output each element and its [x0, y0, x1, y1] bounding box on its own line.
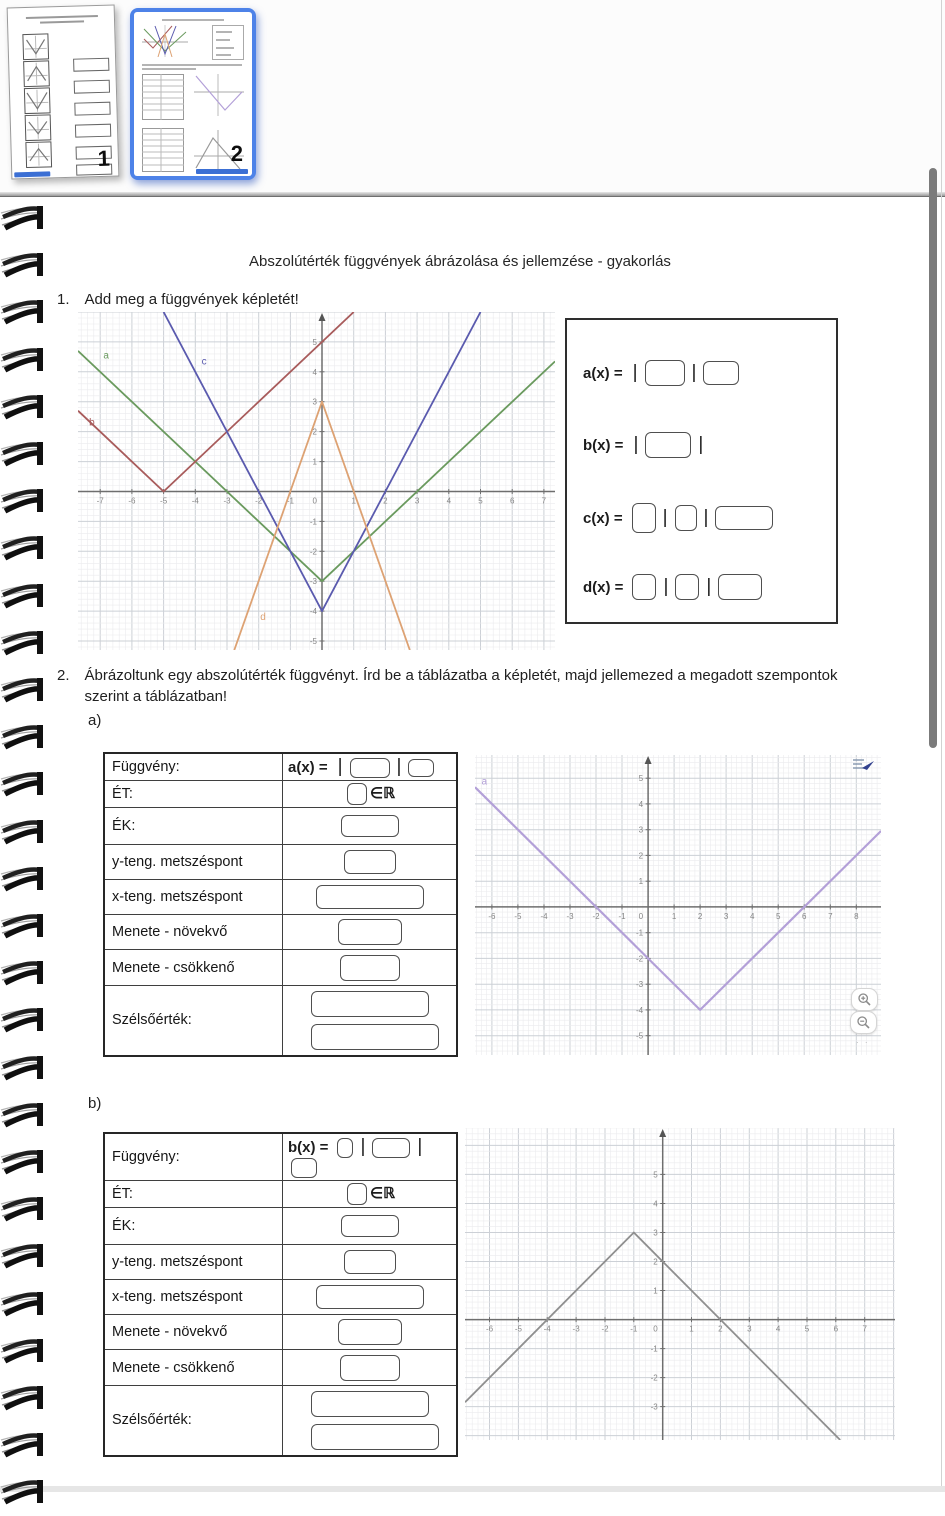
- answer-box[interactable]: [344, 850, 396, 874]
- row-answer-cell: [283, 781, 458, 808]
- svg-text:1: 1: [671, 911, 677, 921]
- svg-text:5: 5: [638, 774, 644, 784]
- thumb1-title-line: [26, 15, 98, 19]
- spiral-ring-icon: [0, 1053, 44, 1087]
- table-row: [104, 1245, 457, 1280]
- thumb1-mini-answerbox: [73, 58, 109, 72]
- formula-name: c(x) =: [583, 509, 623, 527]
- window-right-edge: [941, 0, 942, 1492]
- thumb2-text-line: [142, 64, 242, 66]
- thumb1-mini-answerbox: [74, 80, 110, 94]
- thumb2-title-line: [162, 19, 224, 21]
- row-label: Függvény:: [104, 753, 283, 781]
- svg-text:5: 5: [478, 496, 483, 506]
- table-row: [104, 845, 457, 880]
- svg-text:3: 3: [723, 911, 729, 921]
- spiral-ring-icon: [0, 203, 44, 237]
- answer-box[interactable]: [337, 1138, 353, 1158]
- svg-text:3: 3: [312, 397, 317, 407]
- thumb2-mini-table-b: [142, 128, 184, 172]
- spiral-ring-icon: [0, 392, 44, 426]
- spiral-ring-icon: [0, 1336, 44, 1370]
- row-label: ÉK:: [104, 1208, 283, 1245]
- svg-text:-5: -5: [635, 1031, 644, 1041]
- svg-text:2: 2: [638, 851, 644, 861]
- part-a-label: a): [88, 712, 102, 729]
- row-label: ÉT:: [104, 781, 283, 808]
- thumbnail-panel: [0, 0, 945, 193]
- spiral-ring-icon: [0, 297, 44, 331]
- svg-text:0: 0: [312, 496, 317, 506]
- page-thumbnail-1[interactable]: [7, 5, 120, 180]
- answer-box[interactable]: [338, 919, 402, 945]
- svg-text:a: a: [103, 350, 109, 362]
- spiral-ring-icon: [0, 345, 44, 379]
- absolute-value-bar: |: [633, 434, 639, 455]
- svg-text:1: 1: [689, 1324, 694, 1334]
- svg-text:5: 5: [804, 1324, 810, 1334]
- svg-text:8: 8: [854, 911, 859, 921]
- spiral-ring-icon: [0, 486, 44, 520]
- row-answer-cell: [283, 986, 458, 1056]
- row-answer-cell: [283, 1280, 458, 1315]
- svg-text:d: d: [260, 612, 266, 624]
- answer-box[interactable]: [632, 503, 656, 533]
- row-answer-cell: [283, 1133, 458, 1181]
- question-2-number: 2.: [57, 667, 70, 684]
- spiral-ring-icon: [0, 1194, 44, 1228]
- svg-text:7: 7: [828, 911, 833, 921]
- row-answer-cell: [283, 950, 458, 986]
- spiral-ring-icon: [0, 1241, 44, 1275]
- spiral-ring-icon: [0, 1100, 44, 1134]
- answer-box[interactable]: [341, 1215, 399, 1237]
- answer-box[interactable]: [350, 758, 390, 778]
- svg-text:3: 3: [638, 825, 644, 835]
- coordinate-grid: [465, 1128, 895, 1440]
- row-label: ÉK:: [104, 808, 283, 845]
- answer-box[interactable]: [715, 506, 773, 530]
- graphics-style-icon[interactable]: [852, 757, 876, 772]
- svg-text:7: 7: [862, 1324, 867, 1334]
- question-2: [57, 665, 852, 707]
- thumb1-mini-graph: [23, 60, 50, 87]
- svg-text:4: 4: [638, 799, 644, 809]
- answer-box[interactable]: [675, 505, 697, 531]
- collapsed-controls-dots: · ·: [856, 1038, 870, 1047]
- page-bottom-edge: [0, 1486, 945, 1492]
- svg-text:-3: -3: [309, 577, 317, 587]
- answer-box[interactable]: [645, 360, 685, 386]
- thumb1-mini-graph: [25, 141, 52, 168]
- svg-text:-7: -7: [96, 496, 104, 506]
- spiral-ring-icon: [0, 769, 44, 803]
- thumb1-mini-answerbox: [74, 102, 110, 116]
- row-label: x-teng. metszéspont: [104, 880, 283, 915]
- absolute-value-bar: |: [632, 362, 638, 383]
- formula-name: b(x) =: [583, 436, 624, 454]
- absolute-value-bar: |: [337, 756, 343, 777]
- formula-name: b(x) =: [288, 1139, 329, 1156]
- svg-text:-6: -6: [128, 496, 136, 506]
- question-1: [57, 289, 299, 310]
- answer-box[interactable]: [291, 1158, 317, 1178]
- panel-divider: [0, 192, 945, 197]
- absolute-value-bar: |: [691, 362, 697, 383]
- svg-text:-4: -4: [635, 1005, 644, 1015]
- spiral-ring-icon: [0, 1289, 44, 1323]
- spiral-ring-icon: [0, 1383, 44, 1417]
- coordinate-grid: [475, 755, 881, 1055]
- row-answer-cell: [283, 1245, 458, 1280]
- answer-box[interactable]: [311, 1024, 439, 1050]
- svg-text:-6: -6: [485, 1324, 494, 1334]
- thumb1-title-line: [40, 20, 84, 23]
- formula-name: a(x) =: [583, 364, 623, 382]
- figure-2a-function-graph: [475, 755, 881, 1055]
- answer-box[interactable]: [316, 885, 424, 909]
- formula-name: a(x) =: [288, 759, 328, 776]
- thumb1-mini-answerbox: [75, 124, 111, 138]
- formula-a: [583, 360, 742, 386]
- svg-text:-3: -3: [223, 496, 231, 506]
- row-answer-cell: [283, 845, 458, 880]
- absolute-value-bar: |: [360, 1136, 366, 1157]
- svg-text:4: 4: [653, 1199, 658, 1209]
- svg-text:-5: -5: [309, 637, 317, 646]
- question-1-number: 1.: [57, 291, 70, 308]
- svg-text:1: 1: [638, 877, 644, 887]
- spiral-binding: [0, 203, 46, 1492]
- table-row: [104, 915, 457, 950]
- svg-text:a: a: [481, 776, 488, 788]
- svg-text:6: 6: [833, 1324, 839, 1334]
- thumb2-mini-formula-panel: [212, 25, 244, 60]
- svg-text:-2: -2: [635, 954, 644, 964]
- svg-text:-4: -4: [540, 911, 548, 921]
- answer-box[interactable]: [341, 815, 399, 837]
- svg-text:4: 4: [446, 496, 452, 506]
- row-answer-cell: [283, 1181, 458, 1208]
- svg-text:5: 5: [653, 1170, 658, 1180]
- answer-box[interactable]: [718, 574, 762, 600]
- thumb2-mini-table-a: [142, 74, 184, 120]
- svg-text:6: 6: [801, 911, 807, 921]
- row-label: Függvény:: [104, 1133, 283, 1181]
- answer-box[interactable]: [311, 991, 429, 1017]
- svg-text:-1: -1: [618, 911, 626, 921]
- table-row: [104, 808, 457, 845]
- question-2-prompt: Ábrázoltunk egy abszolútérték függvényt. Írd be a táblázatba a képletét, majd jellemezed a megadott szempontok szerint a táblázatban!: [84, 667, 838, 705]
- spiral-ring-icon: [0, 628, 44, 662]
- answer-box[interactable]: [675, 574, 699, 600]
- svg-text:6: 6: [509, 496, 515, 506]
- svg-text:-2: -2: [650, 1373, 658, 1383]
- answer-box[interactable]: [338, 1319, 402, 1345]
- spiral-ring-icon: [0, 675, 44, 709]
- table-row: [104, 1133, 457, 1181]
- svg-text:-5: -5: [160, 496, 168, 506]
- svg-text:1: 1: [653, 1286, 658, 1296]
- row-label: Menete - csökkenő: [104, 950, 283, 986]
- svg-text:-3: -3: [650, 1402, 658, 1412]
- part-b-label: b): [88, 1095, 102, 1112]
- row-label: y-teng. metszéspont: [104, 845, 283, 880]
- table-a: [103, 752, 458, 1057]
- answer-box[interactable]: [408, 759, 434, 777]
- spiral-ring-icon: [0, 1477, 44, 1511]
- table-row: [104, 986, 457, 1056]
- svg-text:-3: -3: [635, 980, 644, 990]
- row-label: x-teng. metszéspont: [104, 1280, 283, 1315]
- formula-name: d(x) =: [583, 578, 624, 596]
- row-label: ÉT:: [104, 1181, 283, 1208]
- absolute-value-bar: |: [396, 756, 402, 777]
- svg-text:-5: -5: [514, 911, 522, 921]
- spiral-ring-icon: [0, 864, 44, 898]
- svg-text:-2: -2: [255, 496, 263, 506]
- svg-text:1: 1: [351, 496, 356, 506]
- question-1-prompt: Add meg a függvények képletét!: [84, 291, 299, 308]
- thumb1-mini-graph: [24, 87, 51, 114]
- svg-text:-4: -4: [543, 1324, 551, 1334]
- svg-text:4: 4: [775, 1324, 781, 1334]
- absolute-value-bar: |: [698, 434, 704, 455]
- page-thumbnail-2-selected[interactable]: [130, 8, 256, 180]
- thumb2-text-line: [142, 68, 196, 70]
- svg-text:3: 3: [747, 1324, 752, 1334]
- spiral-ring-icon: [0, 533, 44, 567]
- thumb2-mini-figure-1: [142, 25, 188, 57]
- answer-box[interactable]: [340, 955, 400, 981]
- spiral-ring-icon: [0, 958, 44, 992]
- figure-1-function-graph: [78, 312, 555, 650]
- answer-box[interactable]: [311, 1391, 429, 1417]
- svg-text:-1: -1: [650, 1344, 658, 1354]
- svg-text:5: 5: [775, 911, 781, 921]
- absolute-value-bar: |: [417, 1136, 423, 1157]
- svg-text:7: 7: [541, 496, 547, 506]
- svg-text:-6: -6: [488, 911, 496, 921]
- svg-text:-1: -1: [630, 1324, 638, 1334]
- row-label: Szélsőérték:: [104, 986, 283, 1056]
- row-answer-cell: [283, 1386, 458, 1456]
- row-answer-cell: [283, 753, 458, 781]
- answer-box[interactable]: [316, 1285, 424, 1309]
- svg-text:c: c: [201, 356, 207, 368]
- row-answer-cell: [283, 808, 458, 845]
- svg-text:0: 0: [638, 911, 644, 921]
- thumb1-page-number: 1: [97, 145, 111, 172]
- row-answer-cell: [283, 1315, 458, 1350]
- row-label: y-teng. metszéspont: [104, 1245, 283, 1280]
- thumb2-watermark: [196, 169, 248, 174]
- svg-text:-4: -4: [191, 496, 199, 506]
- spiral-ring-icon: [0, 1005, 44, 1039]
- spiral-ring-icon: [0, 1430, 44, 1464]
- row-label: Menete - csökkenő: [104, 1350, 283, 1386]
- answer-box[interactable]: [347, 783, 367, 805]
- spiral-ring-icon: [0, 817, 44, 851]
- thumb2-page-number: 2: [230, 141, 243, 166]
- zoom-in-button[interactable]: [851, 988, 878, 1011]
- question-1-formula-panel: [565, 318, 838, 624]
- formula-d: [583, 574, 765, 600]
- thumb1-watermark: [14, 171, 50, 177]
- spiral-ring-icon: [0, 581, 44, 615]
- table-row: [104, 880, 457, 915]
- answer-box[interactable]: [703, 361, 739, 385]
- svg-text:2: 2: [718, 1324, 723, 1334]
- answer-box[interactable]: [372, 1138, 410, 1158]
- table-row: [104, 753, 457, 781]
- svg-text:-4: -4: [309, 607, 317, 617]
- formula-b: [583, 432, 707, 458]
- row-label: Szélsőérték:: [104, 1386, 283, 1456]
- absolute-value-bar: |: [662, 507, 668, 528]
- zoom-out-button[interactable]: [850, 1011, 877, 1034]
- spiral-ring-icon: [0, 439, 44, 473]
- answer-box[interactable]: [632, 574, 656, 600]
- svg-text:2: 2: [653, 1257, 658, 1267]
- absolute-value-bar: |: [703, 507, 709, 528]
- thumb1-mini-graph: [25, 114, 52, 141]
- svg-text:-1: -1: [309, 517, 317, 527]
- row-label: Menete - növekvő: [104, 915, 283, 950]
- coordinate-grid: [78, 312, 555, 650]
- formula-c: [583, 503, 776, 533]
- row-label: Menete - növekvő: [104, 1315, 283, 1350]
- svg-text:-5: -5: [514, 1324, 522, 1334]
- answer-box[interactable]: [311, 1424, 439, 1450]
- thumb1-mini-graph: [22, 33, 49, 60]
- element-of-R-symbol: ∈ℝ: [370, 1185, 395, 1203]
- table-row: [104, 781, 457, 808]
- thumb2-preview: [134, 12, 252, 176]
- table-row: [104, 1315, 457, 1350]
- svg-text:-1: -1: [286, 496, 294, 506]
- table-row: [104, 950, 457, 986]
- spiral-ring-icon: [0, 722, 44, 756]
- row-answer-cell: [283, 880, 458, 915]
- svg-text:2: 2: [697, 911, 703, 921]
- table-row: [104, 1386, 457, 1456]
- svg-text:5: 5: [312, 337, 317, 347]
- svg-text:1: 1: [312, 457, 317, 467]
- table-row: [104, 1181, 457, 1208]
- spiral-ring-icon: [0, 1147, 44, 1181]
- table-row: [104, 1350, 457, 1386]
- svg-text:-2: -2: [309, 547, 317, 557]
- figure-2b-function-graph: [465, 1128, 895, 1440]
- thumb2-mini-graph-a: [194, 74, 244, 116]
- svg-text:3: 3: [653, 1228, 658, 1238]
- svg-text:2: 2: [312, 427, 317, 437]
- row-answer-cell: [283, 1350, 458, 1386]
- svg-text:0: 0: [653, 1324, 658, 1334]
- svg-text:-1: -1: [635, 928, 644, 938]
- svg-text:-2: -2: [592, 911, 600, 921]
- table-row: [104, 1208, 457, 1245]
- svg-text:b: b: [89, 417, 95, 429]
- worksheet-title: Abszolútérték függvények ábrázolása és jellemzése - gyakorlás: [249, 253, 671, 270]
- table-b: [103, 1132, 458, 1457]
- table-row: [104, 1280, 457, 1315]
- svg-text:4: 4: [312, 367, 317, 377]
- answer-box[interactable]: [645, 432, 691, 458]
- answer-box[interactable]: [347, 1183, 367, 1205]
- row-answer-cell: [283, 915, 458, 950]
- svg-text:3: 3: [414, 496, 420, 506]
- spiral-ring-icon: [0, 911, 44, 945]
- svg-text:-3: -3: [572, 1324, 580, 1334]
- svg-text:2: 2: [383, 496, 388, 506]
- svg-text:-2: -2: [601, 1324, 609, 1334]
- answer-box[interactable]: [340, 1355, 400, 1381]
- absolute-value-bar: |: [663, 576, 669, 597]
- svg-text:4: 4: [749, 911, 755, 921]
- svg-text:-3: -3: [566, 911, 574, 921]
- row-answer-cell: [283, 1208, 458, 1245]
- answer-box[interactable]: [344, 1250, 396, 1274]
- absolute-value-bar: |: [706, 576, 712, 597]
- scrollbar-thumb[interactable]: [929, 168, 937, 748]
- element-of-R-symbol: ∈ℝ: [370, 785, 395, 803]
